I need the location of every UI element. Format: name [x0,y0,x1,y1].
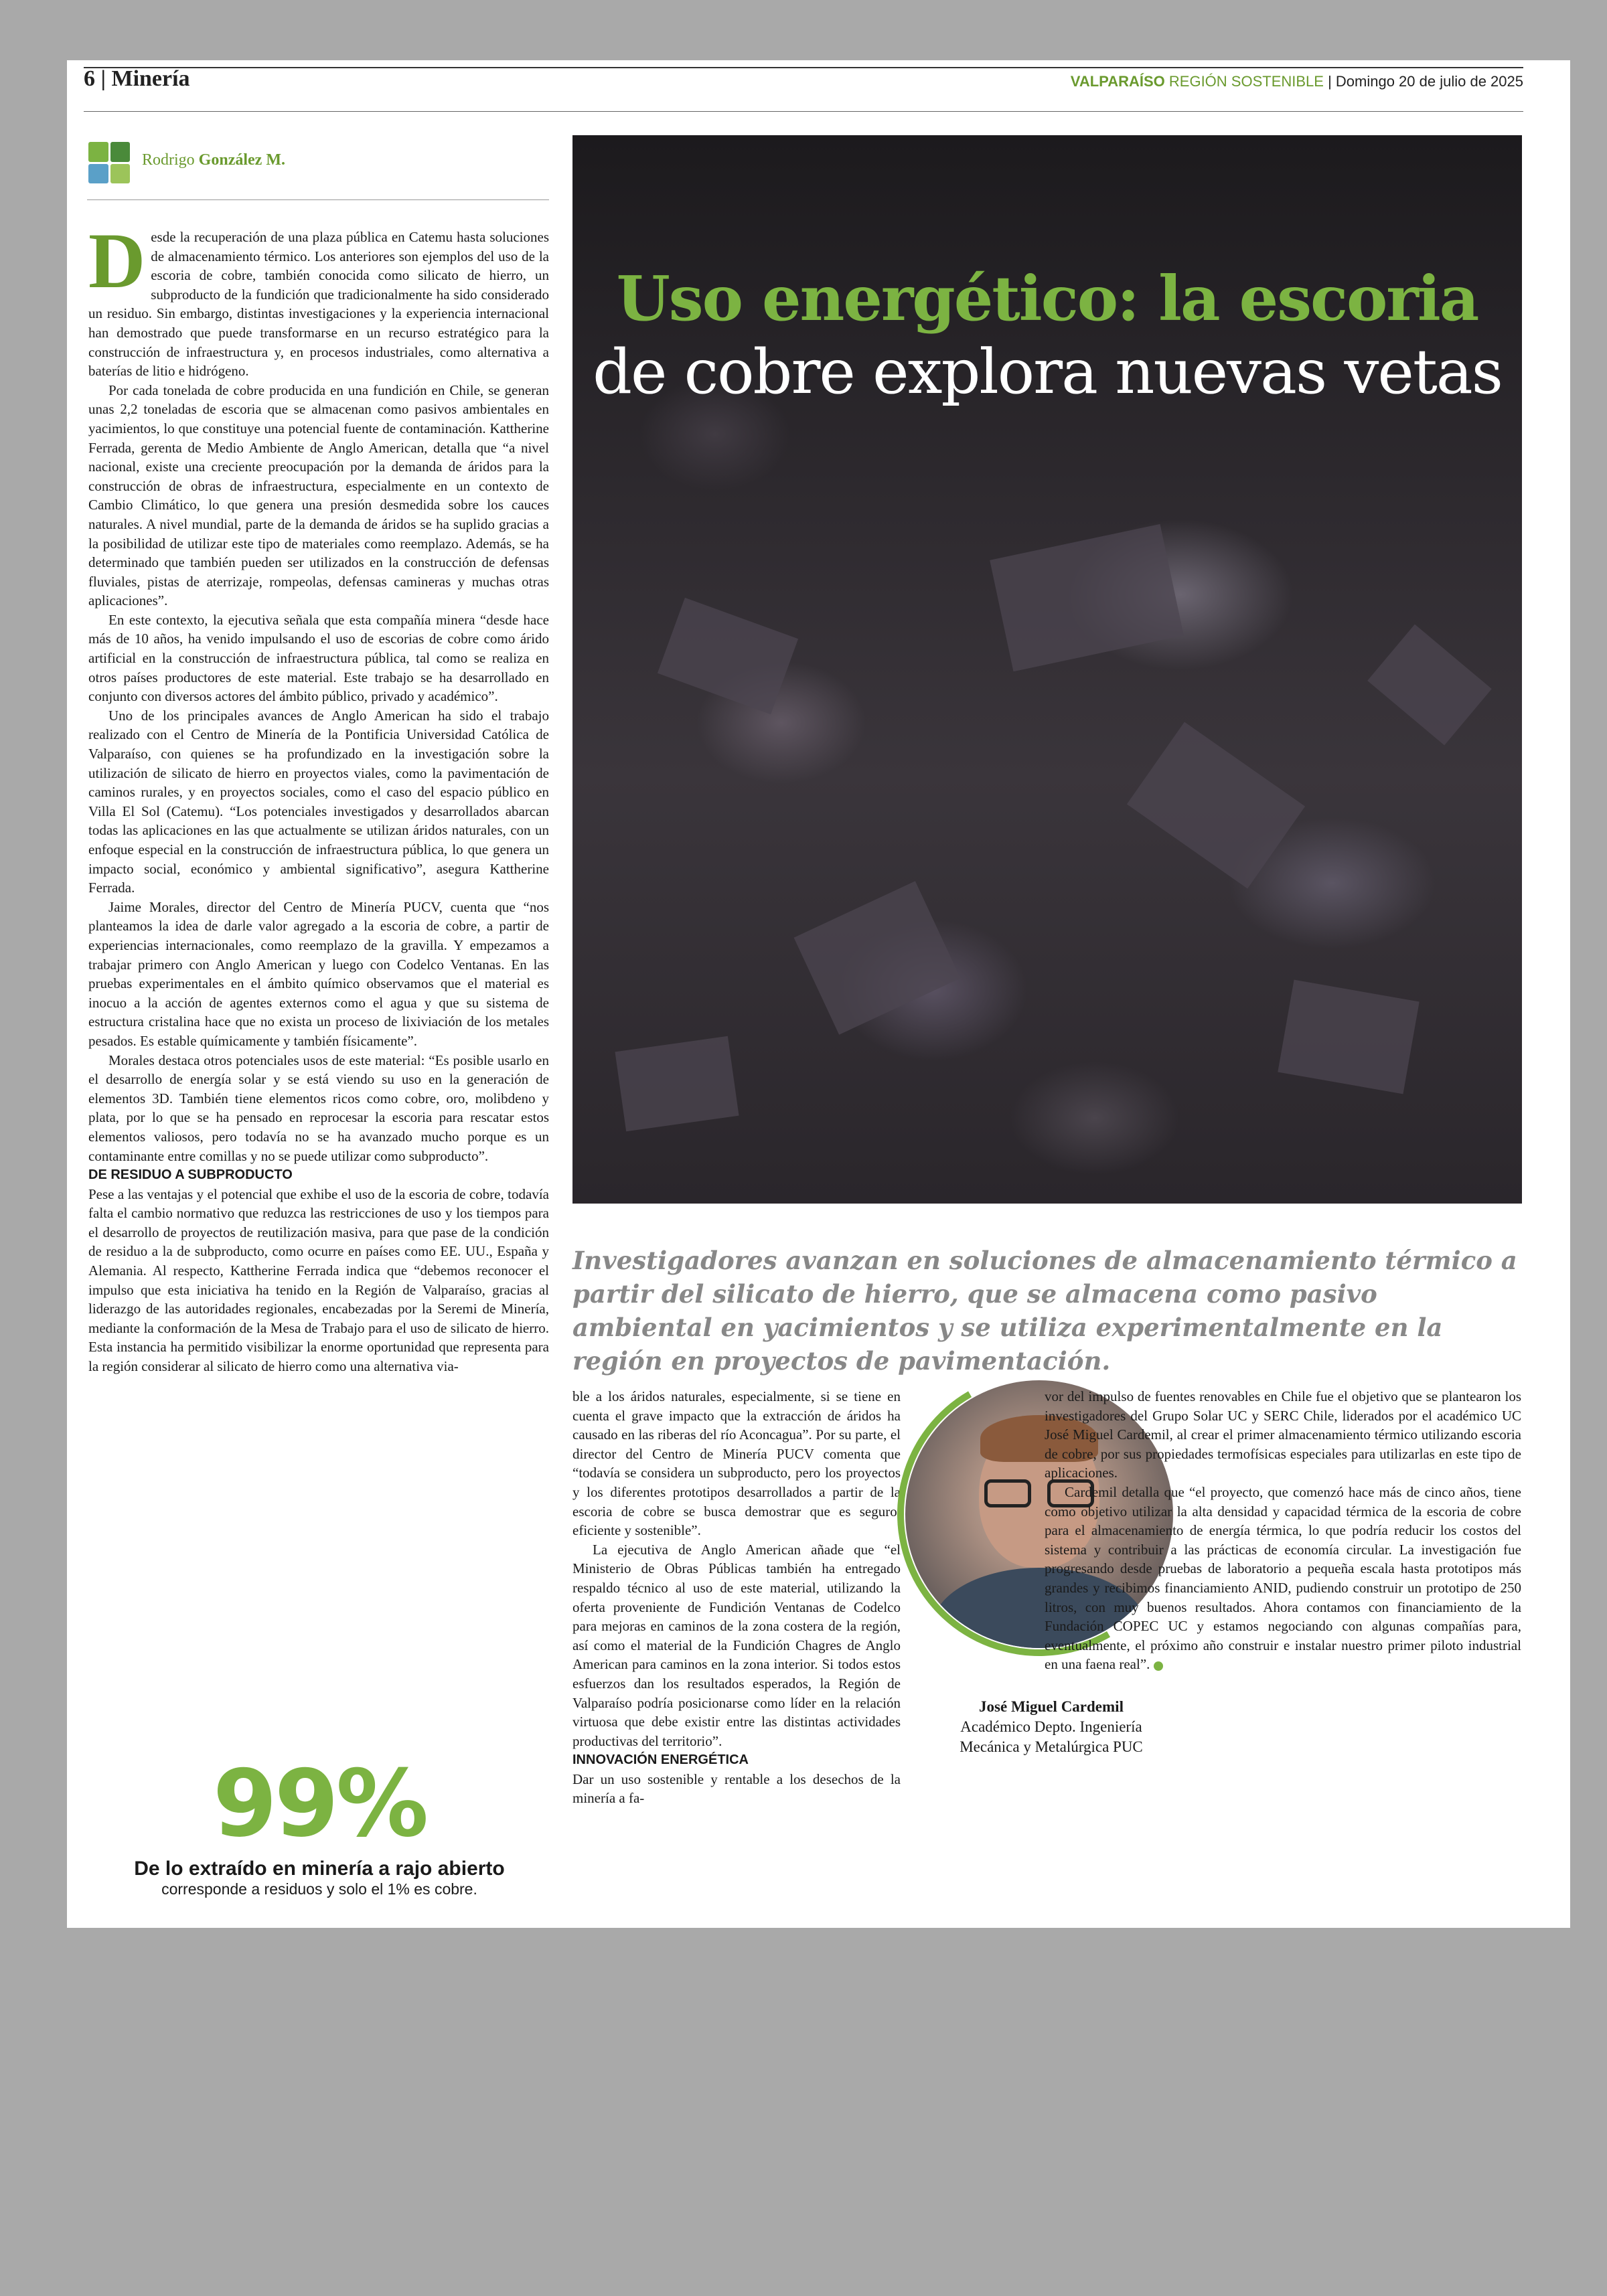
paragraph: La ejecutiva de Anglo American añade que “el Ministerio de Obras Públicas también ha entregado respaldo técnico al uso de este material, utilizando la oferta proveniente de Fundición Ventanas de Codelco para mejoras en caminos de la zona costera de la región, así como el material de la Fundición Chagres de Anglo American para caminos en la zona interior. Si todos estos esfuerzos dan los resultados esperados, la Región de Valparaíso podría posicionarse como líder en la relación virtuosa que debe existir entre las distintas actividades productivas del territorio”. [572,1541,901,1749]
section-label: 6 | Minería [84,66,190,91]
stat-line-1: De lo extraído en minería a rajo abierto [134,1858,505,1880]
header-rule [84,111,1523,112]
section-subhead: INNOVACIÓN ENERGÉTICA [572,1752,749,1768]
paragraph: ble a los áridos naturales, especialmente, si se tiene en cuenta el grave impacto que la extracción de áridos ha causado en las riberas del río Aconcagua”. Por su parte, el director del Centro de Minería PUCV comenta que “todavía se considera un subproducto, pero los proyectos y los diferentes prototipos desarrollados a partir de la escoria de cobre se busca demostrar que es seguro, eficiente y sostenible”. [572,1388,901,1539]
paragraph: vor del impulso de fuentes renovables en Chile fue el objetivo que se plantearon los investigadores del Grupo Solar UC y SERC Chile, liderados por el académico UC José Miguel Cardemil, al crear el primer almacenamiento térmico utilizando escoria de cobre, por sus propiedades termofísicas especiales para utilizarlas en este tipo de aplicaciones. [1045,1388,1521,1481]
slag-rocks-photo [572,135,1522,1204]
paragraph: Pese a las ventajas y el potencial que exhibe el uso de la escoria de cobre, todavía falta el cambio normativo que reduzca las restricciones de uso y los tiempos para el desarrollo de proyectos de reutilización masiva, para que pase de la condición de residuo a la de subproducto, como ocurre en países como EE. UU., España y Alemania. Al respecto, Kattherine Ferrada indica que “debemos reconocer el impulso que esta iniciativa ha tenido en la Región de Valparaíso, gracias al liderazgo de las autoridades regionales, encabezadas por la Seremi de Minería, mediante la conformación de la Mesa de Trabajo para el uso de silicato de hierro. Esta instancia ha permitido visibilizar la enorme oportunidad que representa para la región considerar al silicato de hierro como una alternativa via- [88,1185,549,1375]
paragraph: Uno de los principales avances de Anglo American ha sido el trabajo realizado con el Centro de Minería de la Pontificia Universidad Católica de Valparaíso, con quienes se ha profundizado en la investigación sobre la utilización de silicato de hierro en proyectos viales, como la pavimentación de caminos rurales, y en proyectos sociales, como el caso del espacio público en Villa El Sol (Catemu). “Los potenciales investigados y desarrollados abarcan todas las aplicaciones en las que actualmente se utilizan áridos naturales, con un enfoque especial en la construcción de infraestructura pública, lo que genera un impacto social, económico y ambiental significativo”, asegura Kattherine Ferrada. [88,707,549,896]
paragraph: Dar un uso sostenible y rentable a los desechos de la minería a fa- [572,1771,901,1807]
brand-name: VALPARAÍSO [1070,73,1165,90]
article-column-3 [1045,1387,1521,1674]
page-header [84,64,1523,110]
paragraph: Morales destaca otros potenciales usos de este material: “Es posible usarlo en el desarrollo de energía solar y se está viendo su uso en la generación de elementos 3D. También tiene elementos ricos como cobre, oro, molibdeno y plata, por lo que se ha pensado en reprocesar la escoria para rescatar estos elementos valiosos, pero todavía no se ha avanzado mucho porque es un contaminante entre comillas y no se puede utilizar como subproducto”. [88,1052,549,1164]
issue-date: | Domingo 20 de julio de 2025 [1328,73,1523,90]
end-mark-icon [1154,1661,1163,1671]
article-lead: Investigadores avanzan en soluciones de almacenamiento térmico a partir del silicato de hierro, que se almacena como pasivo ambiental en yacimientos y se utiliza experimentalmente en la región en proyectos de pavimentación. [572,1246,1517,1376]
paragraph: Desde la recuperación de una plaza pública en Catemu hasta soluciones de almacenamiento térmico. Los anteriores son ejemplos del uso de la escoria de cobre, también conocida como silicato de hierro, un subproducto de la fundición que tradicionalmente ha sido considerado un residuo. Sin embargo, distintas investigaciones y la experiencia internacional han demostrado que puede transformarse en un recurso estratégico para la construcción de infraestructura y, en procesos industriales, como alternativa a baterías de litio e hidrógeno. [88,217,549,380]
portrait-caption [931,1697,1172,1757]
headline-line-2: de cobre explora nuevas vetas [593,336,1502,408]
paragraph: En este contexto, la ejecutiva señala que esta compañía minera “desde hace más de 10 años, ha venido impulsando el uso de escorias de cobre como árido artificial en la construcción de infraestructura pública, tal como se realiza en otros países productores de este material. Este trabajo se ha desarrollado en conjunto con diversos actores del ámbito público, privado y académico”. [88,611,549,705]
stat-value: 99% [212,1750,427,1858]
author-name: Rodrigo González M. [142,151,285,169]
headline-line-1: Uso energético: la escoria [616,262,1478,335]
paragraph: Por cada tonelada de cobre producida en una fundición en Chile, se generan unas 2,2 toneladas de escoria que se almacenan como pasivos ambientales en yacimientos, lo que constituye una potencial fuente de contaminación. Kattherine Ferrada, gerenta de Medio Ambiente de Anglo American, detalla que “a nivel nacional, existe una creciente preocupación por la demanda de áridos para la construcción de obras de infraestructura, especialmente en un contexto de Cambio Climático, lo que genera una presión desmedida sobre los cauces naturales. A nivel mundial, parte de la demanda de áridos se ha suplido gracias a la posibilidad de utilizar este tipo de materiales como reemplazo. Además, se ha determinado que también pueden ser utilizados en la construcción de defensas fluviales, pistas de aterrizaje, rompeolas, defensas camineras y muchas otras aplicaciones”. [88,382,549,609]
drop-cap: D [88,217,146,305]
masthead-info [1071,73,1523,90]
paragraph: Cardemil detalla que “el proyecto, que comenzó hace más de cinco años, tiene como objetivo utilizar la alta densidad y capacidad térmica de la escoria de cobre para el almacenamiento de energía térmica, lo que podría reducir los costos del sistema y contribuir a las prácticas de economía circular. La investigación fue progresando desde pruebas de laboratorio a pequeña escala hasta prototipos más grandes y recibimos financiamiento ANID, pudiendo construir un prototipo de 250 litros, con muy buenos resultados. Ahora contamos con financiamiento de la Fundación COPEC UC y estamos negociando con algunas compañías para, eventualmente, el próximo año construir e instalar nuestro primer piloto industrial en una faena real”. [1045,1483,1521,1673]
paragraph: Jaime Morales, director del Centro de Minería PUCV, cuenta que “nos planteamos la idea de darle valor agregado a la escoria de cobre, a partir de experiencias internacionales, como reemplazo de la gravilla. Y empezamos a trabajar primero con Anglo American y luego con Codelco Ventanas. En las pruebas experimentales en el ámbito químico observamos que el material es inocuo a la acción de agentes externos como el agua y que su sistema de estructura cristalina hace que no exista un proceso de lixiviación de los metales pesados. Es estable químicamente y también físicamente”. [88,898,549,1049]
brand-subtitle: REGIÓN SOSTENIBLE [1168,73,1324,90]
article-column-2 [572,1387,901,1808]
stat-callout [88,1750,550,1898]
article-column-1 [88,217,549,1376]
section-subhead: DE RESIDUO A SUBPRODUCTO [88,1167,293,1183]
caption-role: Académico Depto. Ingeniería Mecánica y Metalúrgica PUC [960,1718,1143,1755]
caption-name: José Miguel Cardemil [979,1698,1124,1715]
byline-rule [87,199,549,200]
sustainability-logo-icon [88,142,130,183]
stat-line-2: corresponde a residuos y solo el 1% es cobre. [161,1880,477,1898]
